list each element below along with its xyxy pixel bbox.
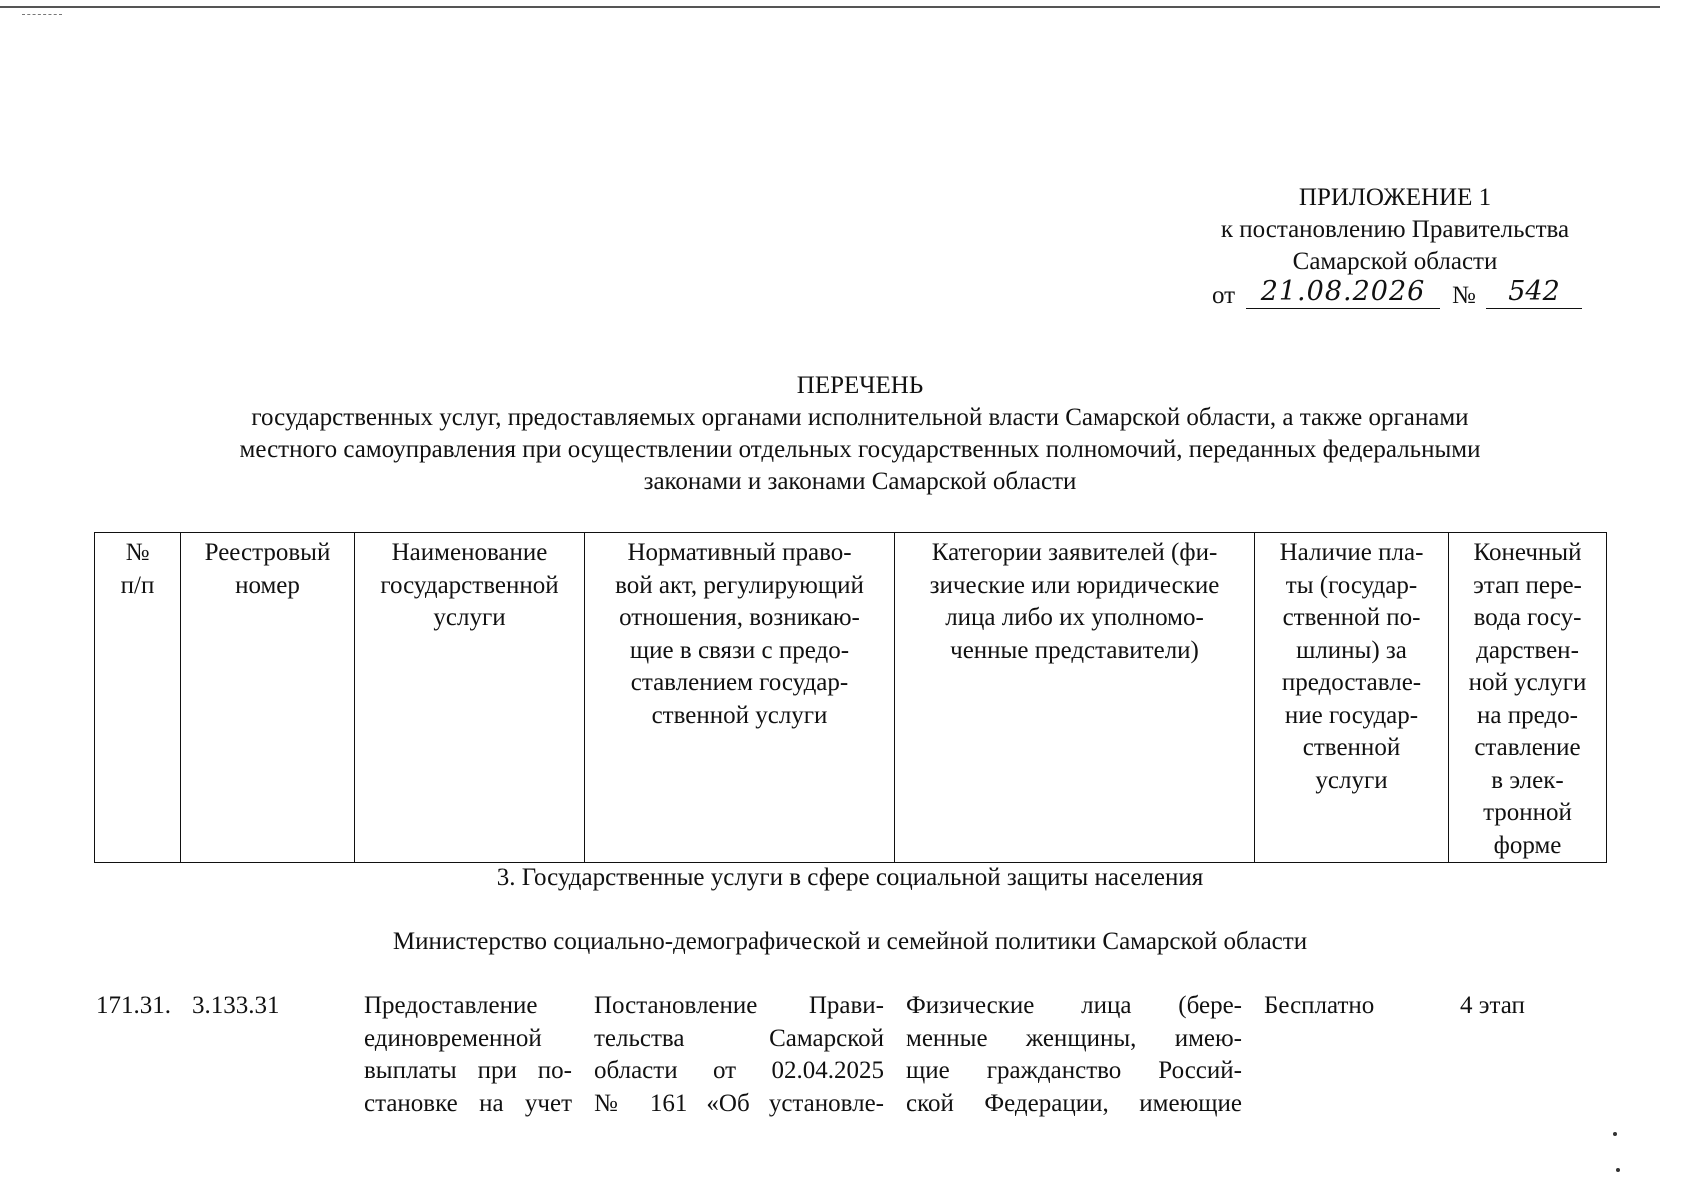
header-text-line: ственной по- <box>1282 604 1421 631</box>
cell-text-line: выплаты при по- <box>364 1057 572 1084</box>
header-text-line: вода госу- <box>1473 604 1582 631</box>
subtitle-line-2: местного самоуправления при осуществлении отдельных государственных полномочий, переданных федеральными <box>239 436 1481 463</box>
header-text-line: отношения, возникаю- <box>619 604 860 631</box>
header-text-line: Категории заявителей (фи- <box>931 539 1218 566</box>
cell-text-line: щие гражданство Россий- <box>906 1057 1242 1084</box>
header-row <box>95 533 1607 863</box>
header-text-line: Нормативный право- <box>627 539 852 566</box>
cell-text-line: менные женщины, имею- <box>906 1024 1242 1052</box>
header-text-line: дарствен- <box>1476 636 1579 664</box>
header-text-line: ставление <box>1474 734 1581 761</box>
header-col-registry <box>181 533 355 863</box>
header-text-line: ной услуги <box>1468 669 1587 696</box>
date-prefix: от <box>1212 282 1236 309</box>
header-col-final-stage <box>1449 533 1607 863</box>
header-text-line: номер <box>235 571 300 599</box>
header-col-number <box>95 533 181 863</box>
row-legal-act <box>594 990 884 1120</box>
scan-speck <box>1616 1168 1620 1172</box>
header-text-line: шлины) за <box>1296 636 1407 664</box>
header-col-fee <box>1255 533 1449 863</box>
scan-speck <box>1613 1132 1617 1136</box>
row-fee: Бесплатно <box>1264 992 1375 1019</box>
header-text-line: услуги <box>433 604 506 631</box>
row-applicant-categories <box>906 990 1242 1120</box>
header-text-line: ственной услуги <box>651 701 828 729</box>
header-col-applicants <box>895 533 1255 863</box>
header-text-line: Наличие пла- <box>1279 539 1424 566</box>
header-col-legal-act <box>585 533 895 863</box>
cell-text-line: Постановление Прави- <box>594 992 884 1019</box>
header-text-line: Конечный <box>1473 539 1582 566</box>
appendix-line-1: к постановлению Правительства <box>1220 216 1570 243</box>
cell-text-line: области от 02.04.2025 <box>594 1057 884 1084</box>
header-text-line: ние государ- <box>1284 701 1419 729</box>
header-text-line: государственной <box>380 571 559 599</box>
scan-top-border <box>0 6 1660 8</box>
document-title-block <box>130 370 1590 498</box>
header-text-line: № <box>125 539 150 566</box>
appendix-line-2: Самарской области <box>1292 248 1498 275</box>
ministry-title: Министерство социально-демографической и семейной политики Самарской области <box>392 928 1308 955</box>
header-text-line: на предо- <box>1477 701 1578 729</box>
cell-text-line: Физические лица (бере- <box>906 992 1242 1019</box>
cell-text-line: становке на учет <box>364 1089 572 1117</box>
header-text-line: форме <box>1493 831 1562 859</box>
header-text-line: тронной <box>1483 799 1572 826</box>
handwritten-date: 21.08.2026 <box>1246 276 1440 309</box>
date-number-line <box>1180 278 1610 314</box>
header-text-line: лица либо их уполномо- <box>945 604 1204 631</box>
header-text-line: в элек- <box>1491 766 1564 794</box>
header-text-line: предоставле- <box>1281 669 1422 696</box>
header-text-line: ты (государ- <box>1285 571 1418 599</box>
header-text-line: Наименование <box>391 539 548 566</box>
handwritten-number: 542 <box>1486 276 1582 309</box>
subtitle-line-3: законами и законами Самарской области <box>643 468 1077 495</box>
header-text-line: ченные представители) <box>950 636 1199 664</box>
cell-text-line: № 161 «Об установле- <box>594 1089 884 1117</box>
cell-text-line: Предоставление <box>364 992 538 1019</box>
header-text-line: щие в связи с предо- <box>629 636 850 664</box>
number-prefix: № <box>1452 282 1476 309</box>
header-text-line: ственной <box>1302 734 1401 761</box>
document-title: ПЕРЕЧЕНЬ <box>796 372 924 399</box>
scan-mark <box>22 14 62 15</box>
header-text-line: ставлением государ- <box>630 669 849 696</box>
appendix-heading: ПРИЛОЖЕНИЕ 1 <box>1298 184 1492 211</box>
services-table-header <box>94 532 1607 863</box>
row-number: 171.31. <box>96 992 171 1019</box>
header-text-line: услуги <box>1315 766 1388 794</box>
header-text-line: этап пере- <box>1473 571 1582 599</box>
header-text-line: Реестровый <box>204 539 331 566</box>
row-registry-number: 3.133.31 <box>192 992 280 1019</box>
header-text-line: п/п <box>120 571 155 599</box>
section-title: 3. Государственные услуги в сфере социальной защиты населения <box>496 864 1204 891</box>
cell-text-line: тельства Самарской <box>594 1024 884 1052</box>
header-text-line: вой акт, регулирующий <box>615 571 864 599</box>
row-service-name <box>364 990 572 1120</box>
cell-text-line: ской Федерации, имеющие <box>906 1089 1242 1117</box>
subtitle-line-1: государственных услуг, предоставляемых органами исполнительной власти Самарской области, а также органами <box>251 404 1469 431</box>
row-final-stage: 4 этап <box>1460 992 1525 1019</box>
cell-text-line: единовременной <box>364 1024 542 1052</box>
header-text-line: зические или юридические <box>929 571 1220 599</box>
header-col-service-name <box>355 533 585 863</box>
appendix-block <box>1180 182 1610 314</box>
